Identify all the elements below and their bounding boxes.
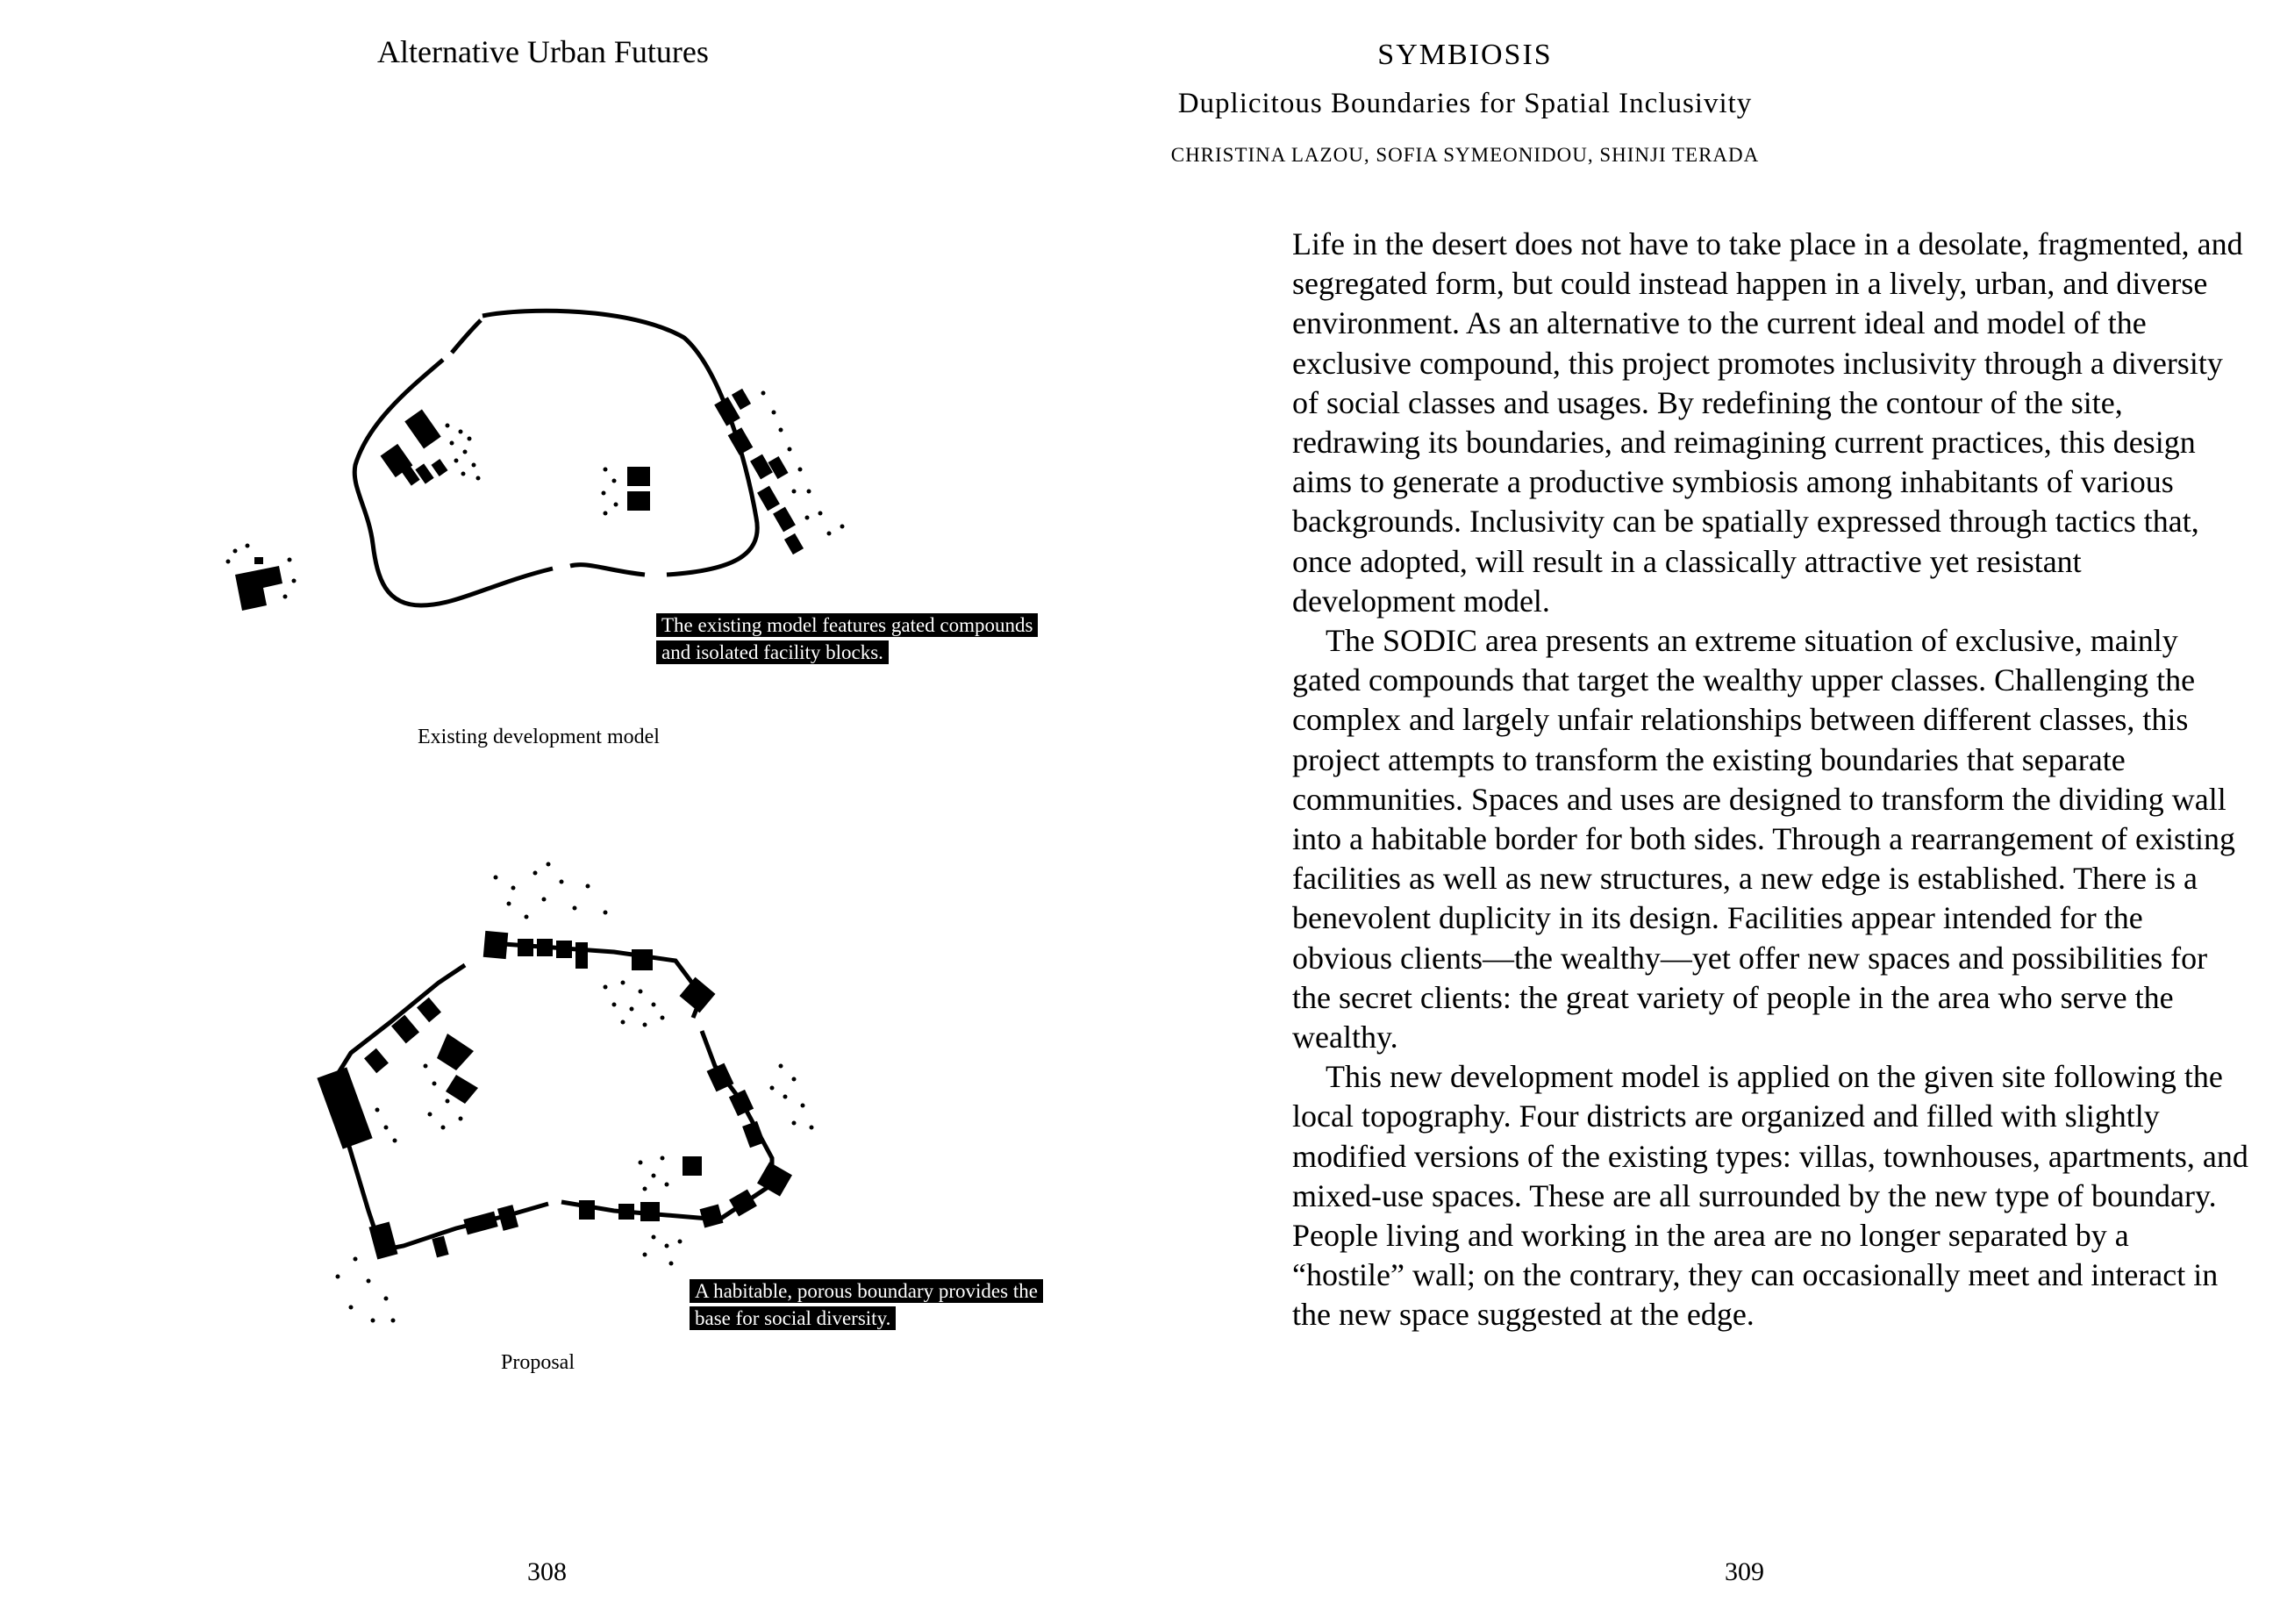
proposal-caption: Proposal (501, 1351, 575, 1374)
body-paragraph: The SODIC area presents an extreme situation of exclusive, mainly gated compounds that target the wealthy upper classes. Challenging the complex and largely unfair relationships between different classes, this project attempts to transform the existing boundaries that separate communities. Spaces and uses are designed to transform the dividing wall into a habitable border for both sides. Through a rearrangement of existing facilities as well as new structures, a new edge is established. There is a benevolent duplicity in its design. Facilities appear intended for the obvious clients—the wealthy—yet offer new spaces and possibilities for the secret clients: the great variety of people in the area who serve the wealthy. (1292, 623, 2236, 1055)
page-number-left: 308 (527, 1557, 567, 1586)
existing-model-diagram (226, 311, 845, 611)
existing-model-caption: Existing development model (418, 726, 660, 748)
proposal-diagram (317, 862, 813, 1323)
proposal-callout: A habitable, porous boundary provides the base for social diversity. (690, 1277, 1049, 1332)
existing-model-callout: The existing model features gated compounds and isolated facility blocks. (656, 612, 1042, 666)
article-subtitle: Duplicitous Boundaries for Spatial Inclusivity (1177, 88, 1753, 119)
article-authors: CHRISTINA LAZOU, SOFIA SYMEONIDOU, SHINJI TERADA (1170, 144, 1760, 166)
body-paragraph: This new development model is applied on the given site following the local topography. Four districts are organized and filled with slightly modified versions of the existing types: villas, townhouses, apartments, and mixed-use spaces. These are all surrounded by the new type of boundary. People living and working in the area are no longer separated by a “hostile” wall; on the contrary, they can occasionally meet and interact in the new space suggested at the edge. (1292, 1059, 2248, 1333)
body-paragraph: Life in the desert does not have to take place in a desolate, fragmented, and segregated form, but could instead happen in a lively, urban, and diverse environment. As an alternative to the current ideal and model of the exclusive compound, this project promotes inclusivity through a diversity of social classes and usages. By redefining the contour of the site, redrawing its boundaries, and reimagining current practices, this design aims to generate a productive symbiosis among inhabitants of various backgrounds. Inclusivity can be spatially expressed through tactics that, once adopted, will result in a classically attractive yet resistant development model. (1292, 226, 2243, 619)
article-title: SYMBIOSIS (1377, 39, 1553, 71)
running-head: Alternative Urban Futures (377, 34, 709, 69)
page-number-right: 309 (1725, 1557, 1764, 1586)
article-body (1292, 225, 2248, 1335)
